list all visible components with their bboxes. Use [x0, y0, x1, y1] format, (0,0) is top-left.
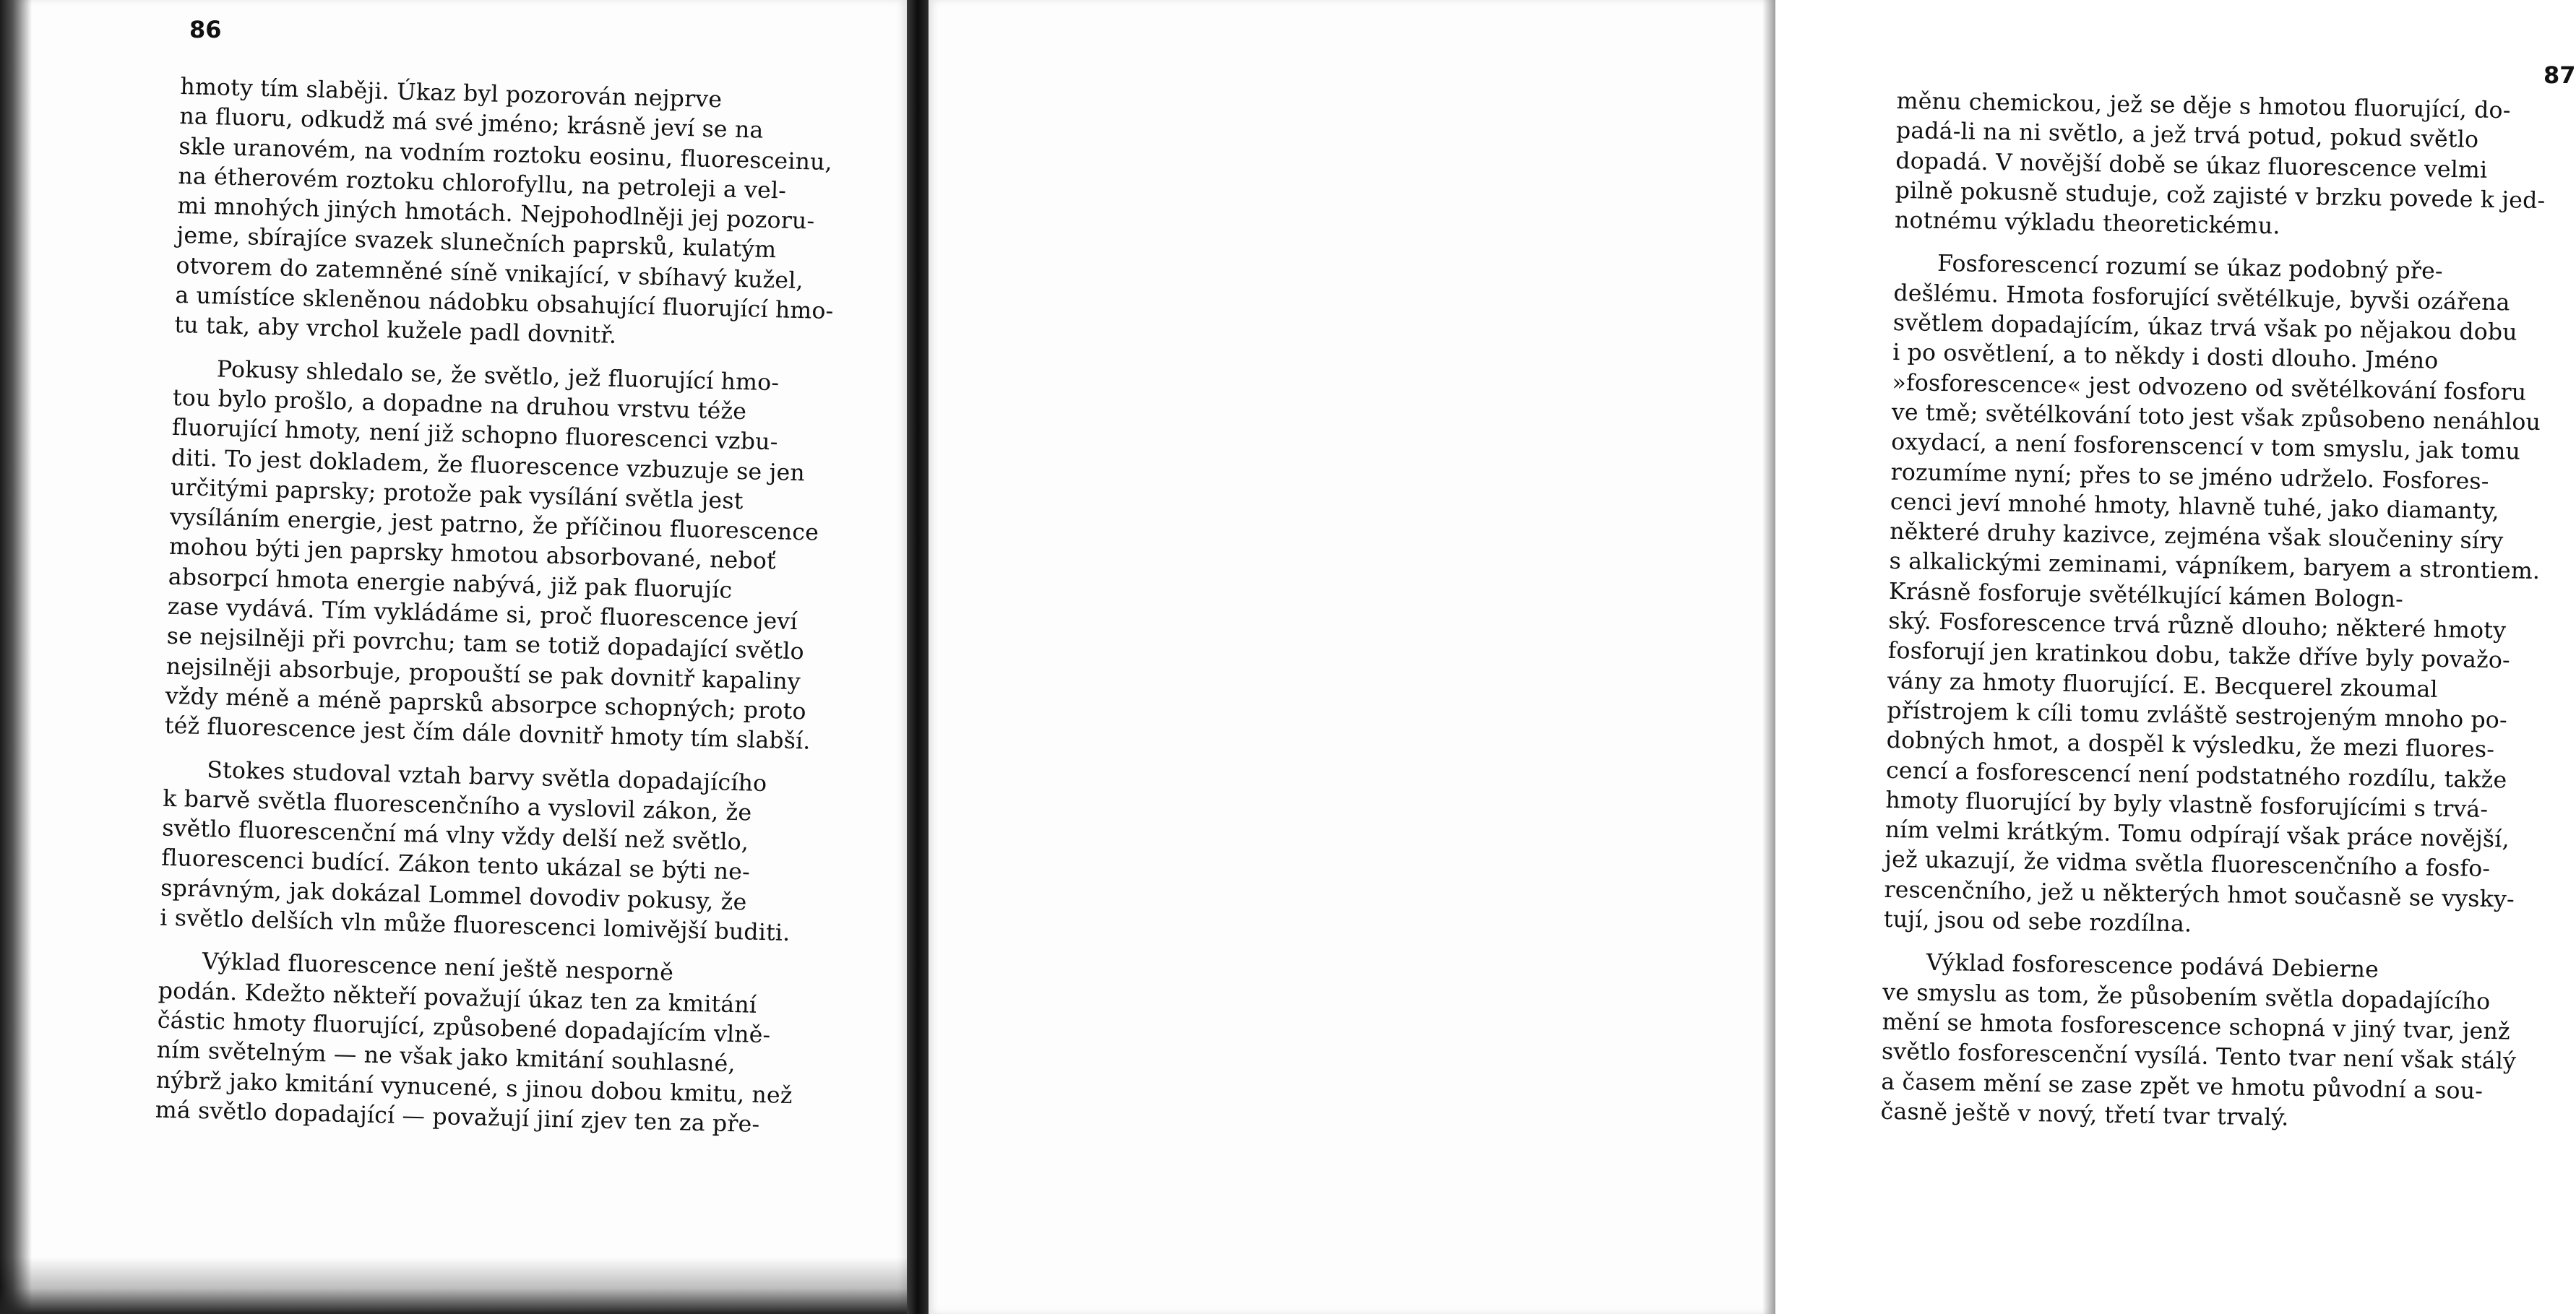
left-page-number: 86: [189, 16, 222, 43]
right-paragraph-3: Výklad fosforescence podává Debierne ve smyslu as tom, že působením světla dopadajícího mění se hmota fosforescence schopná v jiný tvar, jenž světlo fosforescenční vysílá. Tento tvar není však stálý a časem mění se zase zpět ve hmotu původní a sou- časně ještě v nový, třetí tvar trvalý.: [1880, 950, 2517, 1131]
left-page-edge-shadow: [0, 0, 32, 1314]
left-page-text: [155, 72, 859, 1142]
right-page-number: 87: [2543, 61, 2576, 89]
left-page-bottom-shadow: [0, 1257, 907, 1314]
right-page-text: [1880, 87, 2569, 1138]
left-paragraph-1: hmoty tím slaběji. Úkaz byl pozorován nejprve na fluoru, odkudž má své jméno; krásně jeví se na skle uranovém, na vodním roztoku eosinu, fluoresceinu, na étherovém roztoku chlorofyllu, na petroleji a vel- mi mnohých jiných hmotách. Nejpohodlněji jej pozoru- jeme, sbírajíce svazek slunečních paprsků, kulatým otvorem do zatemněné síně vnikající, v sbíhavý kužel, a umístíce skleněnou nádobku obsahující fluorující hmo- tu tak, aby vrchol kužele padl dovnitř.: [173, 73, 834, 350]
right-paragraph-2: Fosforescencí rozumí se úkaz podobný pře- dešlému. Hmota fosforující světélkuje, byvši ozářena světlem dopadajícím, úkaz trvá však po nějakou dobu i po osvětlení, a to někdy i dosti dlouho. Jméno »fosforescence« jest odvozeno od světélkování fosforu ve tmě; světélkování toto jest však způsobeno nenáhlou oxydací, a není fosforenscencí v tom smyslu, jak tomu rozumíme nyní; přes to se jméno udrželo. Fosfores- cenci jeví mnohé hmoty, hlavně tuhé, jako diamanty, některé druhy kazivce, zejména však sloučeniny síry s alkalickými zeminami, vápníkem, baryem a strontiem. Krásně fosforuje světélkující kámen Bologn- ský. Fosforescence trvá různě dlouho; některé hmoty fosforují jen kratinkou dobu, takže dříve byly považo- vány za hmoty fluorující. E. Becquerel zkoumal přístrojem k cíli tomu zvláště sestrojeným mnoho po- dobných hmot, a dospěl k výsledku, že mezi fluores- cencí a fosforescencí není podstatného rozdílu, takže hmoty fluorující by byly vlastně fosforujícími s trvá- ním velmi krátkým. Tomu odpírají však práce novější, jež ukazují, že vidma světla fluorescenčního a fosfo- rescenčního, jež u některých hmot současně se vysky- tují, jsou od sebe rozdílna.: [1883, 251, 2541, 938]
left-paragraph-2: Pokusy shledalo se, že světlo, jež fluorující hmo- tou bylo prošlo, a dopadne na druhou vrstvu téže fluorující hmoty, není již schopno fluorescenci vzbu- diti. To jest dokladem, že fluorescence vzbuzuje se jen určitými paprsky; protože pak vysílání světla jest vysíláním energie, jest patrno, že příčinou fluorescence mohou býti jen paprsky hmotou absorbované, neboť absorpcí hmota energie nabývá, již pak fluorujíc zase vydává. Tím vykládáme si, proč fluorescence jeví se nejsilněji při povrchu; tam se totiž dopadající světlo nejsilněji absorbuje, propouští se pak dovnitř kapaliny vždy méně a méně paprsků absorpce schopných; proto též fluorescence jest čím dále dovnitř hmoty tím slabší.: [164, 356, 819, 755]
left-paragraph-3: Stokes studoval vztah barvy světla dopadajícího k barvě světla fluorescenčního a vyslovil zákon, že světlo fluorescenční má vlny vždy delší než světlo, fluorescenci budící. Zákon tento ukázal se býti ne- správným, jak dokázal Lommel dovodiv pokusy, že i světlo delších vln může fluorescenci lomivější buditi.: [159, 756, 791, 946]
left-paragraph-4: Výklad fluorescence není ještě nesporně podán. Kdežto někteří považují úkaz ten za kmitání částic hmoty fluorující, způsobené dopadajícím vlně- ním světelným — ne však jako kmitání souhlasné, nýbrž jako kmitání vynucené, s jinou dobou kmitu, než má světlo dopadající — považují jiní zjev ten za pře-: [155, 948, 793, 1138]
right-page-edge-shadow: [1762, 0, 1775, 1314]
right-page: [929, 0, 2576, 1314]
left-page: [0, 0, 907, 1314]
right-paragraph-1: měnu chemickou, jež se děje s hmotou fluorující, do- padá-li na ni světlo, a jež trvá potud, pokud světlo dopadá. V novější době se úkaz fluorescence velmi pilně pokusně studuje, což zajisté v brzku povede k jed- notnému výkladu theoretickému.: [1894, 87, 2546, 240]
book-gutter: [907, 0, 929, 1314]
